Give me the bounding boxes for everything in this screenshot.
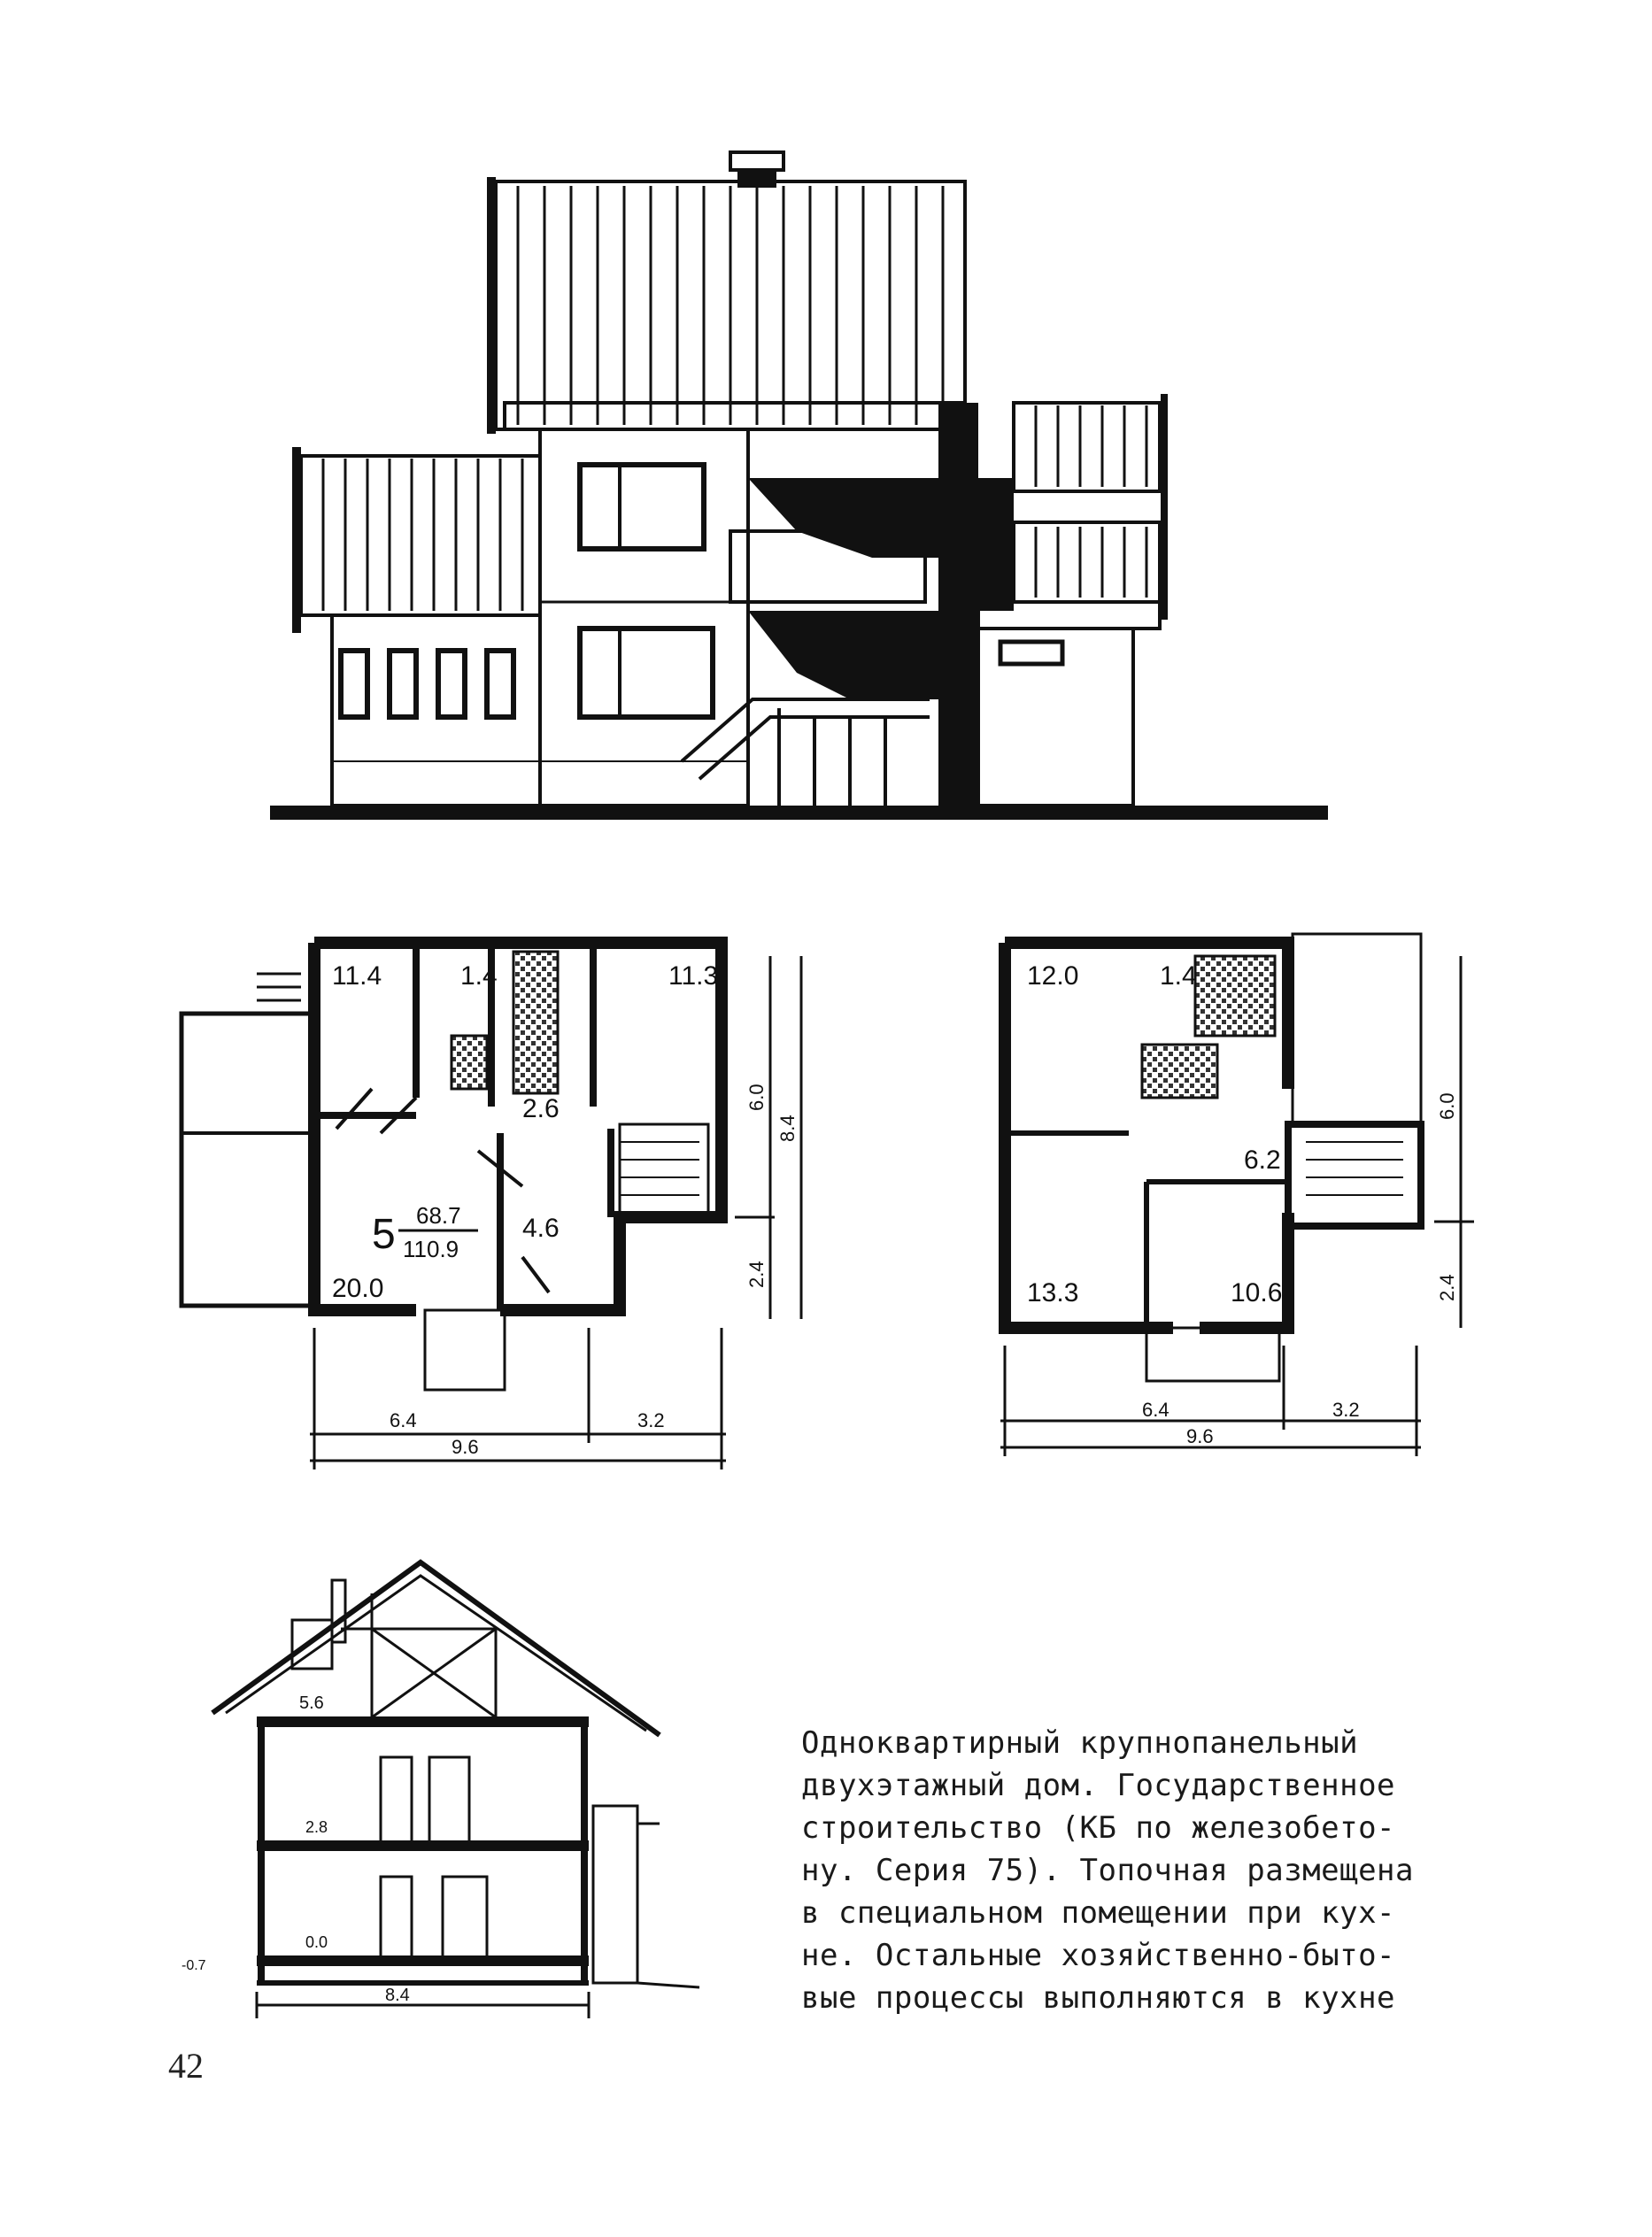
section-level-ground: 0.0 bbox=[305, 1933, 328, 1951]
plan2-dim-d2: 3.2 bbox=[1332, 1399, 1360, 1421]
section-level-basement: -0.7 bbox=[181, 1958, 206, 1973]
plan1-dim-v1: 6.0 bbox=[745, 1084, 768, 1111]
caption-text bbox=[801, 1722, 1483, 2019]
page-number: 42 bbox=[168, 2046, 204, 2086]
plan2-dim-v1: 6.0 bbox=[1436, 1092, 1458, 1120]
plan2-room-c: 6.2 bbox=[1244, 1145, 1281, 1175]
plan1-dim-vtotal: 8.4 bbox=[776, 1115, 799, 1142]
plan-first-floor bbox=[181, 943, 801, 1469]
section-level-roof: 5.6 bbox=[299, 1693, 324, 1713]
section-width: 8.4 bbox=[385, 1986, 410, 2005]
plan1-room-f: 20.0 bbox=[332, 1274, 384, 1303]
plan1-dim-d1: 6.4 bbox=[390, 1409, 417, 1431]
plan1-room-a: 11.4 bbox=[332, 961, 382, 991]
plan1-room-d: 2.6 bbox=[522, 1094, 560, 1123]
plan1-dim-d2: 3.2 bbox=[637, 1409, 665, 1431]
plan1-area-total: 110.9 bbox=[403, 1236, 459, 1262]
plan2-dim-total: 9.6 bbox=[1186, 1425, 1214, 1447]
plan1-apartment-type: 5 bbox=[372, 1211, 396, 1258]
plan2-room-d: 13.3 bbox=[1027, 1278, 1079, 1307]
plan1-area-living: 68.7 bbox=[416, 1202, 461, 1229]
caption-line: двухэтажный дом. Государственное bbox=[801, 1768, 1396, 1803]
plan2-room-e: 10.6 bbox=[1231, 1278, 1283, 1307]
plan1-dim-v2: 2.4 bbox=[745, 1261, 768, 1288]
plan2-room-a: 12.0 bbox=[1027, 961, 1079, 991]
plan1-room-b: 1.4 bbox=[460, 961, 498, 991]
caption-line: вые процессы выполняются в кухне bbox=[801, 1980, 1396, 2016]
caption-line: ну. Серия 75). Топочная размещена bbox=[801, 1853, 1415, 1888]
caption-line: в специальном помещении при кух- bbox=[801, 1895, 1396, 1931]
plan1-room-e: 4.6 bbox=[522, 1214, 560, 1243]
caption-line: строительство (КБ по железобето- bbox=[801, 1810, 1396, 1846]
section-level-second: 2.8 bbox=[305, 1818, 328, 1836]
facade-elevation bbox=[270, 152, 1328, 820]
plan-second-floor bbox=[1000, 934, 1474, 1456]
plan1-dim-total: 9.6 bbox=[452, 1436, 479, 1458]
plan2-room-b: 1.4 bbox=[1160, 961, 1197, 991]
plan2-dim-v2: 2.4 bbox=[1436, 1274, 1458, 1301]
caption-line: Одноквартирный крупнопанельный bbox=[801, 1725, 1359, 1761]
plan1-room-c: 11.3 bbox=[668, 961, 719, 991]
building-section bbox=[212, 1562, 699, 2018]
plan2-dim-d1: 6.4 bbox=[1142, 1399, 1170, 1421]
caption-line: не. Остальные хозяйственно-быто- bbox=[801, 1938, 1396, 1973]
